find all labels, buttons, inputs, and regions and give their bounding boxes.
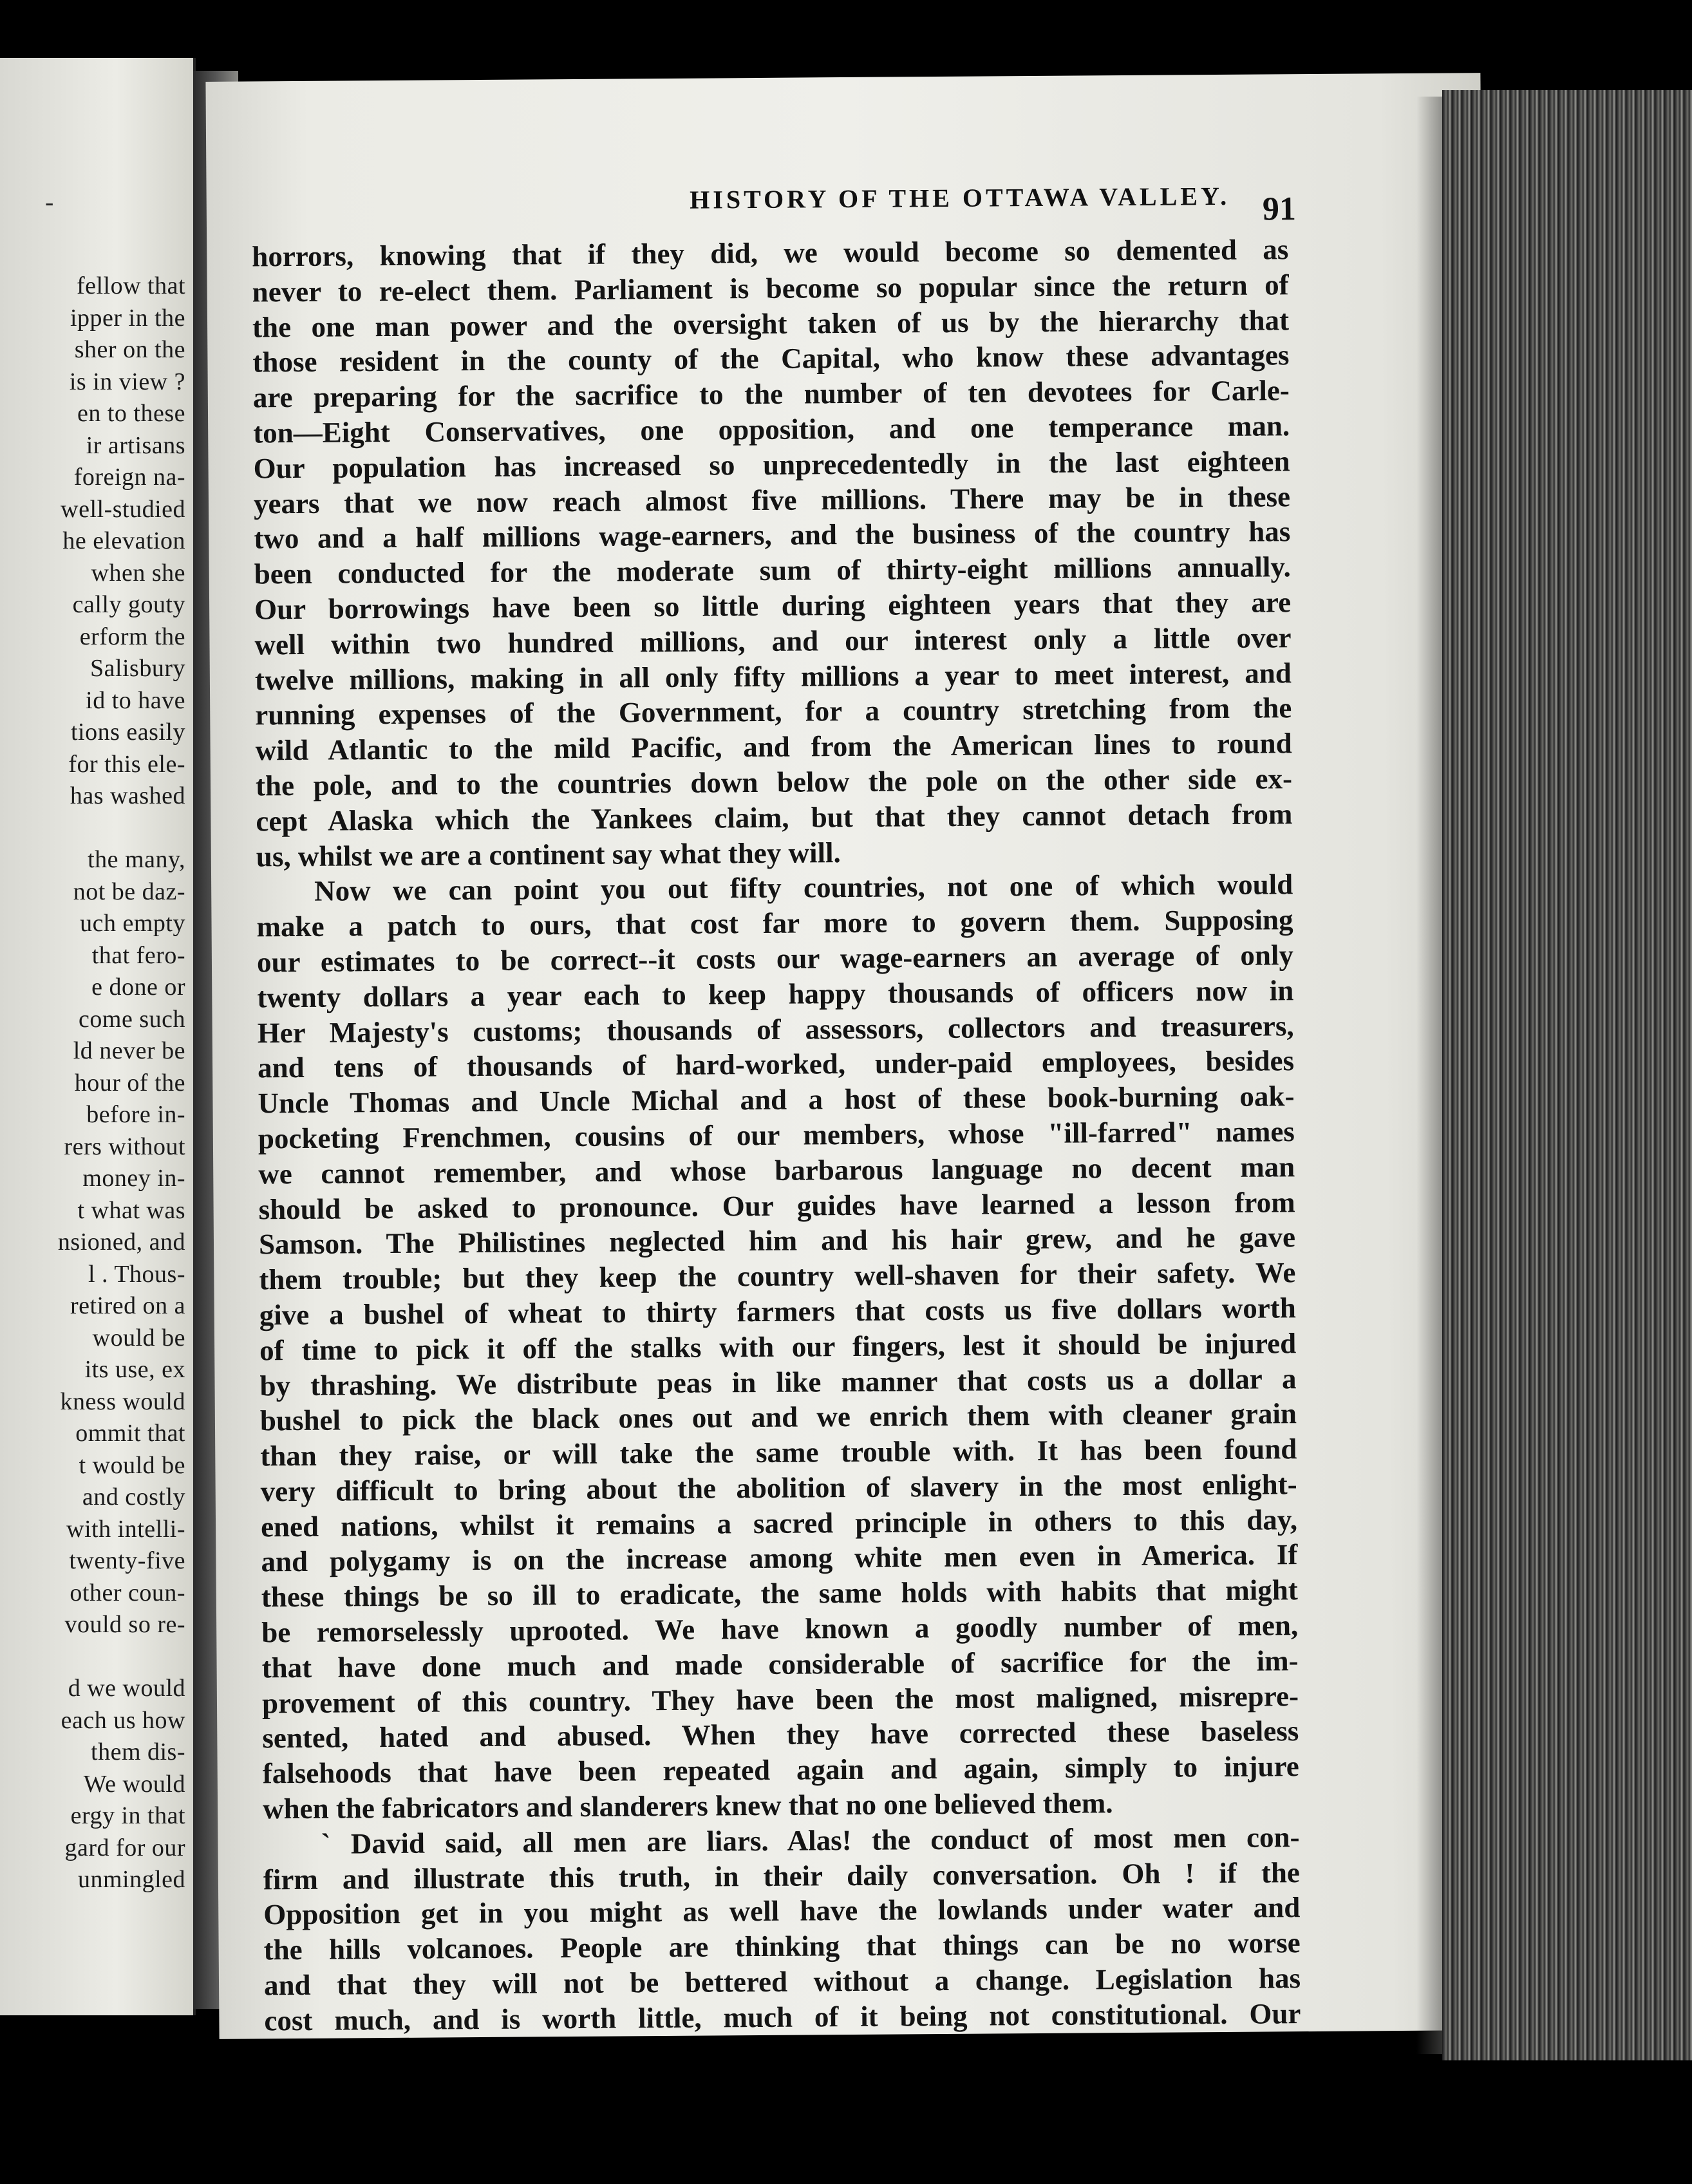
text-line: ` David said, all men are liars. Alas! the conduct of most men con- [321,1821,1300,1860]
text-line: Now we can point you out fifty countries, not one of which would [314,868,1293,908]
text-line: Uncle Thomas and Uncle Michal and a host of these book-burning oak- [258,1080,1295,1120]
facing-page-line: before in- [86,1101,185,1128]
facing-page-line: t would be [79,1451,185,1479]
facing-page-line: erform the [79,623,185,650]
facing-page-line: ergy in that [70,1802,185,1829]
facing-page-line: ld never be [73,1037,185,1064]
text-line: very difficult to bring about the abolition of slavery in the most enlight- [260,1468,1297,1508]
text-line: wild Atlantic to the mild Pacific, and from the American lines to round [255,727,1292,767]
text-line: make a patch to ours, that cost far more to govern them. Supposing [256,903,1293,943]
facing-page-line: d we would [68,1675,185,1702]
facing-page-line: the many, [88,846,185,873]
facing-page-line: them dis- [91,1738,185,1765]
facing-page-line: retired on a [70,1292,185,1319]
facing-page-line: id to have [86,686,185,714]
text-line: we cannot remember, and whose barbarous language no decent man [258,1150,1295,1191]
text-line: cept Alaska which the Yankees claim, but that they cannot detach from [256,797,1293,838]
facing-page-line: fellow that [76,272,185,299]
text-line: be remorselessly uprooted. We have known a goodly number of men, [261,1609,1299,1649]
text-line: bushel to pick the black ones out and we enrich them with cleaner grain [259,1397,1297,1437]
text-line: should be asked to pronounce. Our guides have learned a lesson from [258,1185,1295,1225]
left-page-mark: - [45,187,54,216]
text-line: are preparing for the sacrifice to the number of ten devotees for Carle- [252,374,1290,414]
facing-page-line: would be [92,1324,185,1351]
text-line: provement of this country. They have been the most maligned, misrepre- [261,1679,1299,1720]
running-head: HISTORY OF THE OTTAWA VALLEY. [690,181,1230,214]
text-line: and polygamy is on the increase among white men even in America. If [261,1538,1298,1578]
text-line: pocketing Frenchmen, cousins of our members, whose "ill-farred" names [258,1115,1295,1155]
text-line: and that they will not be bettered without a change. Legislation has [263,1962,1301,2002]
facing-page-line: come such [79,1005,185,1033]
facing-page-line [8,813,185,845]
facing-page-line: Salisbury [89,655,185,682]
facing-page-text [8,270,185,1896]
text-line: give a bushel of wheat to thirty farmers that costs us five dollars worth [259,1292,1296,1332]
text-line: running expenses of the Government, for a country stretching from the [255,692,1292,731]
page-number: 91 [1262,191,1297,228]
facing-page-line: e done or [91,974,185,1001]
facing-page-line: sher on the [74,336,185,363]
facing-page-line: that fero- [91,941,185,969]
facing-page-line: unmingled [77,1866,185,1893]
text-line: Our population has increased so unprecedentedly in the last eighteen [253,444,1290,485]
text-line: them trouble; but they keep the country well-shaven for their safety. We [259,1256,1296,1296]
facing-page-line: has washed [70,782,185,809]
text-line: horrors, knowing that if they did, we would become so demented as [252,233,1289,273]
facing-page-line: We would [83,1770,185,1798]
facing-page-line: cally gouty [72,591,185,618]
text-line: of time to pick it off the stalks with our fingers, lest it should be injured [259,1326,1297,1367]
text-line: than they raise, or will take the same trouble with. It has been found [260,1433,1297,1473]
facing-page-line: tions easily [70,719,185,746]
text-line: the one man power and the oversight taken of us by the hierarchy that [252,303,1290,344]
text-line: these things be so ill to eradicate, the same holds with habits that might [261,1574,1298,1614]
text-line: the pole, and to the countries down below the pole on the other side ex- [255,762,1293,802]
facing-page-line: nsioned, and [57,1228,185,1256]
facing-page-left [0,58,196,2015]
text-line: two and a half millions wage-earners, and the business of the country has [254,515,1291,555]
book-page [205,73,1494,2039]
facing-page-line [8,1641,185,1673]
text-line: us, whilst we are a continent say what they will. [256,836,841,872]
facing-page-line: kness would [60,1388,185,1415]
text-line: cost much, and is worth little, much of it being not constitutional. Our [264,1997,1301,2037]
text-line: the hills volcanoes. People are thinking that things can be no worse [263,1926,1301,1966]
page-stack-edge [1442,90,1692,2060]
text-line: sented, hated and abused. When they have corrected these baseless [262,1715,1299,1755]
text-line: twelve millions, making in all only fifty millions a year to meet interest, and [254,656,1292,696]
facing-page-line: ommit that [75,1420,185,1447]
text-line: by thrashing. We distribute peas in like manner that costs us a dollar a [259,1362,1297,1402]
text-line: Samson. The Philistines neglected him and his hair grew, and he gave [258,1221,1296,1261]
text-line: falsehoods that have been repeated again and again, simply to injure [262,1750,1299,1790]
text-line: years that we now reach almost five millions. There may be in these [253,480,1291,520]
facing-page-line: hour of the [74,1069,185,1097]
text-line: firm and illustrate this truth, in their daily conversation. Oh ! if the [263,1856,1301,1896]
facing-page-line: money in- [82,1165,185,1192]
facing-page-line: with intelli- [66,1515,185,1543]
facing-page-line: well-studied [61,495,185,523]
facing-page-line: en to these [77,400,185,427]
facing-page-line: foreign na- [73,464,185,491]
facing-page-line: twenty-five [69,1547,185,1574]
text-line: Her Majesty's customs; thousands of assessors, collectors and treasurers, [257,1009,1294,1049]
text-line: well within two hundred millions, and our interest only a little over [254,621,1292,661]
text-line: never to re-elect them. Parliament is become so popular since the return of [252,268,1289,308]
facing-page-line: t what was [77,1196,185,1224]
facing-page-line: for this ele- [68,750,185,778]
text-line: that have done much and made considerable of sacrifice for the im- [261,1644,1299,1684]
facing-page-line: when she [91,559,185,587]
facing-page-line: and costly [82,1483,185,1511]
facing-page-line: l . Thous- [88,1260,185,1288]
facing-page-line: ipper in the [70,304,185,332]
facing-page-line: gard for our [64,1834,185,1861]
text-line: ton—Eight Conservatives, one opposition, and one temperance man. [253,410,1290,449]
facing-page-line: ir artisans [86,431,185,459]
facing-page-line: vould so re- [64,1611,185,1638]
text-line: been conducted for the moderate sum of thirty-eight millions annually. [254,551,1291,590]
text-line: those resident in the county of the Capital, who know these advantages [252,339,1290,379]
facing-page-line: other coun- [70,1579,185,1606]
facing-page-line: he elevation [62,527,185,554]
text-line: and tens of thousands of hard-worked, under-paid employees, besides [257,1044,1295,1084]
facing-page-line: its use, ex [84,1356,185,1383]
facing-page-line: is in view ? [69,368,185,395]
facing-page-line: rers without [64,1133,185,1160]
text-line: our estimates to be correct--it costs our wage-earners an average of only [256,939,1294,979]
facing-page-line: uch empty [80,910,185,937]
text-line: twenty dollars a year each to keep happy thousands of officers now in [257,974,1294,1014]
text-line: ened nations, whilst it remains a sacred principle in others to this day, [260,1503,1298,1543]
facing-page-line: not be daz- [73,878,185,905]
text-line: Our borrowings have been so little during eighteen years that they are [254,586,1292,626]
text-line: when the fabricators and slanderers knew that no one believed them. [262,1787,1113,1825]
facing-page-line: each us how [61,1706,185,1734]
text-line: Opposition get in you might as well have the lowlands under water and [263,1891,1301,1931]
page-body-text [252,232,1301,2038]
